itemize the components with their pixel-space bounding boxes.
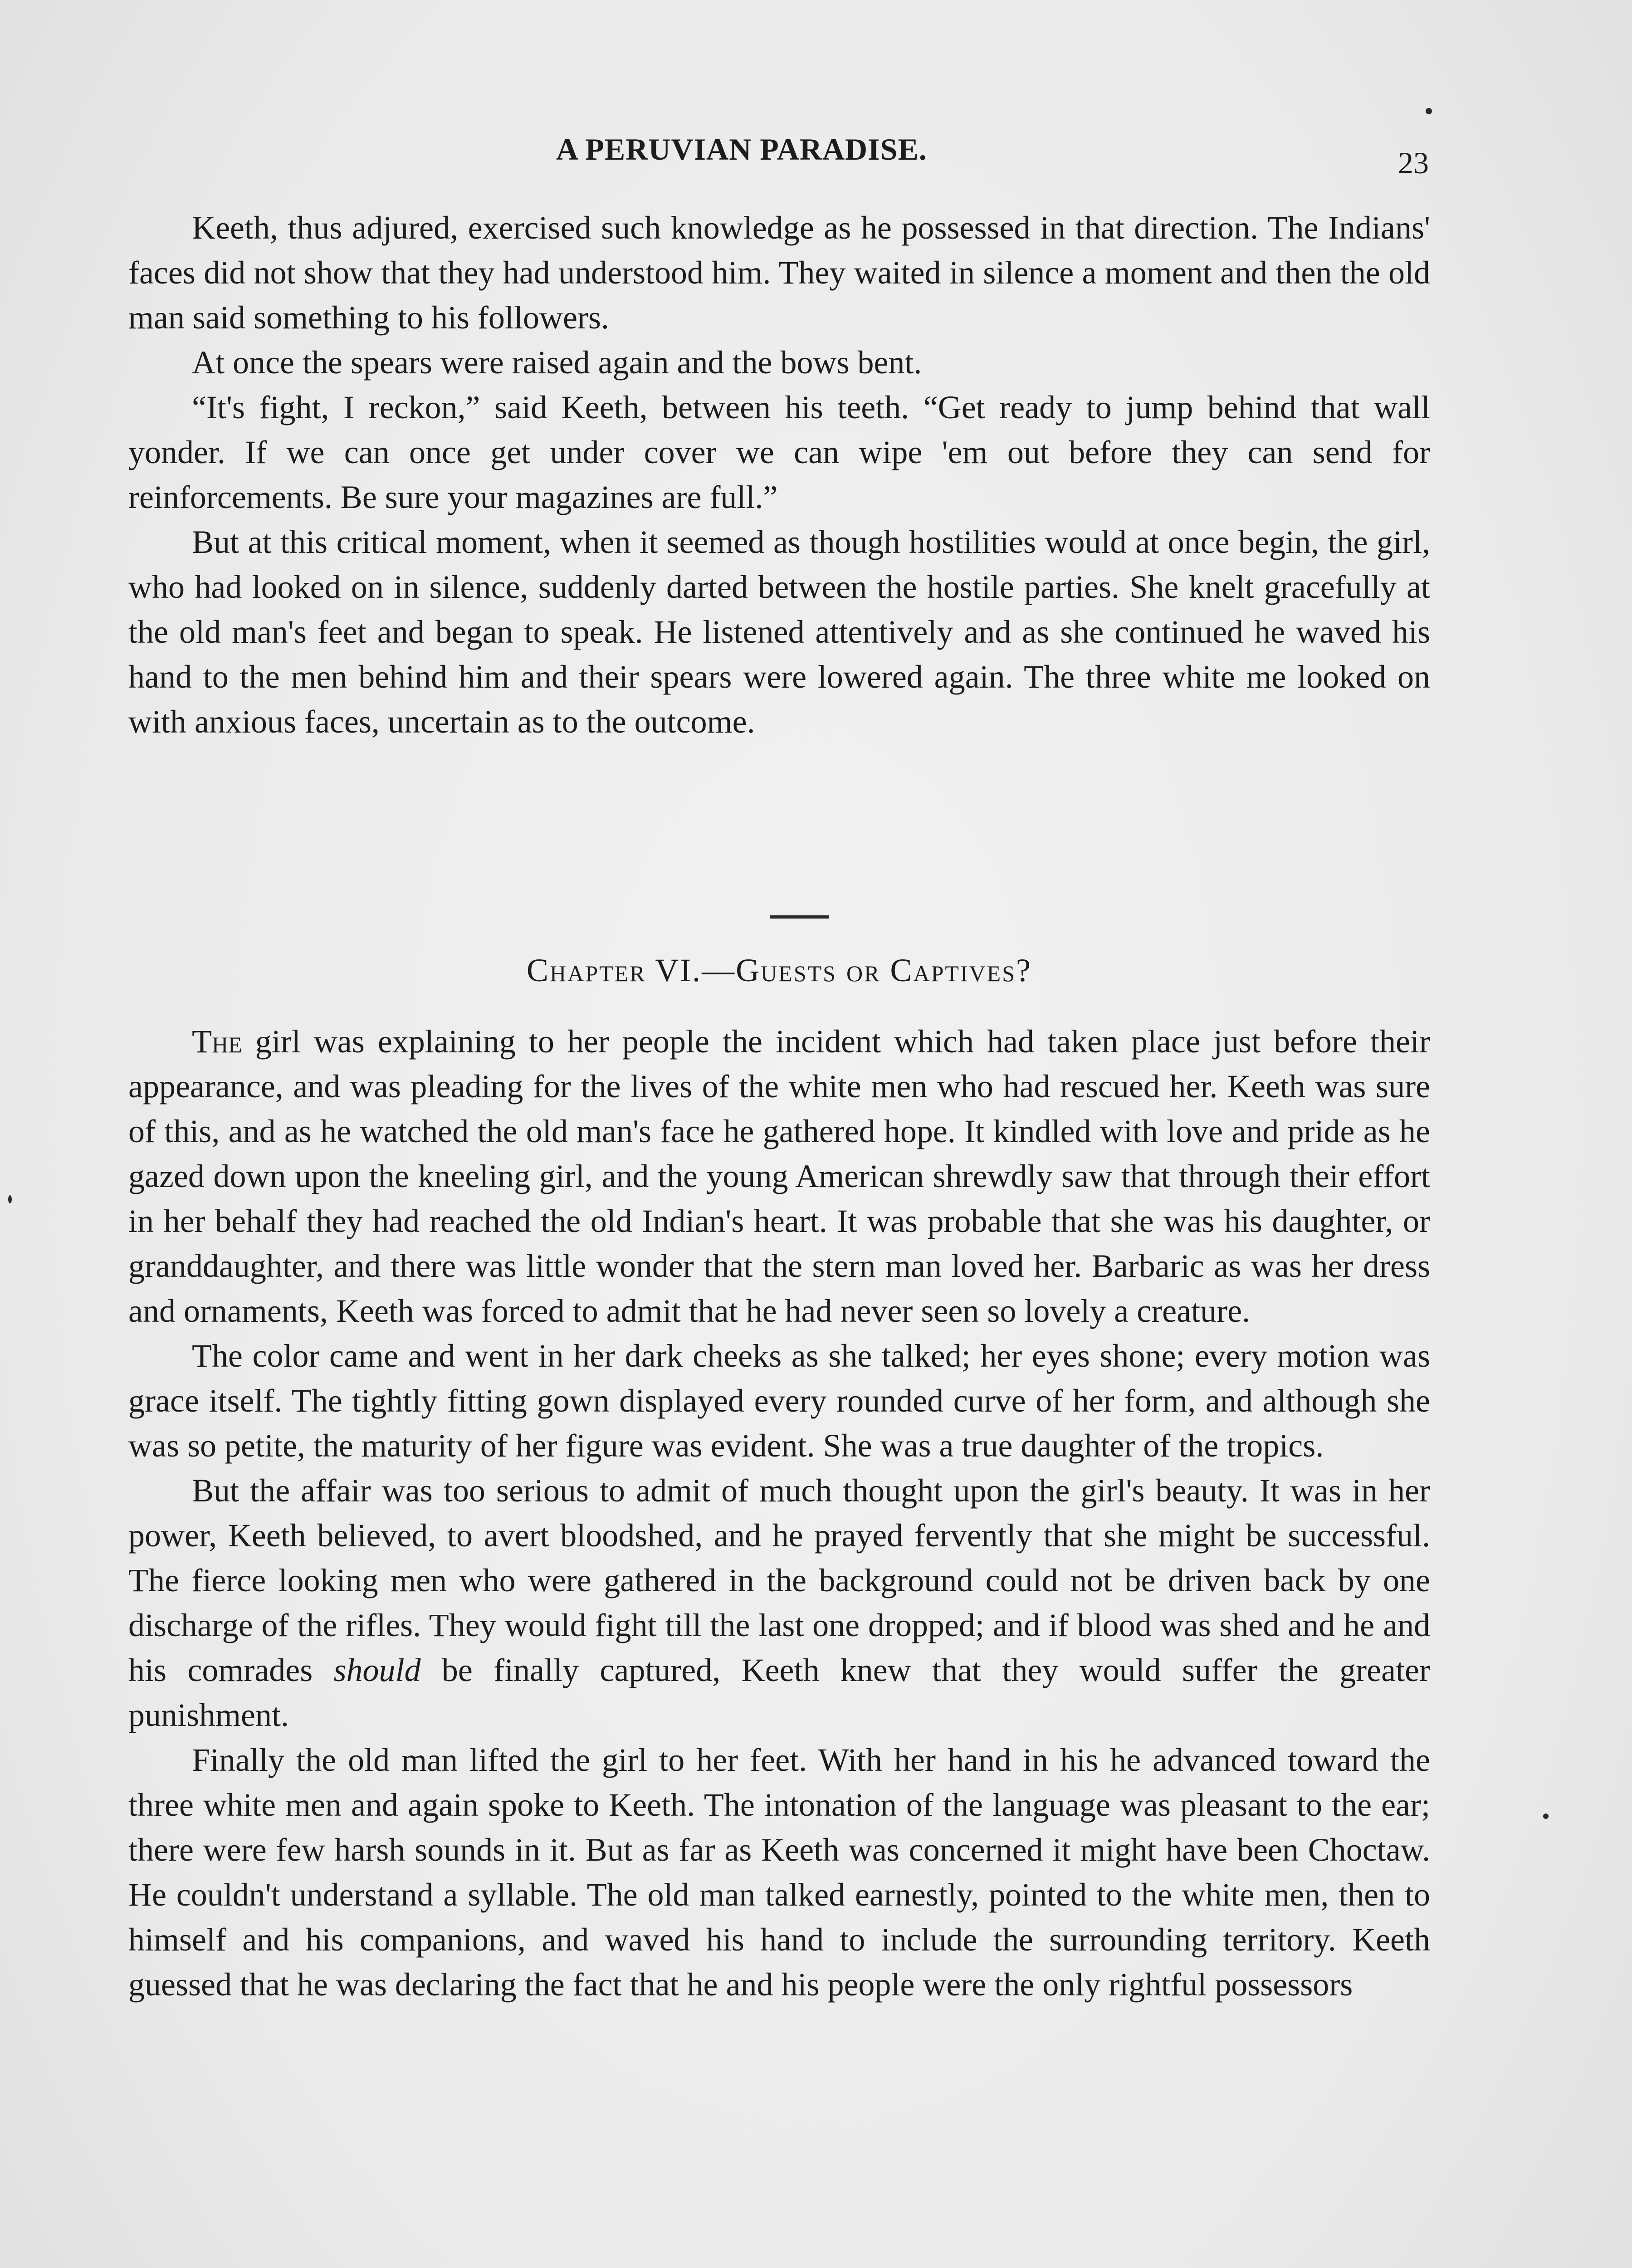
running-title: A PERUVIAN PARADISE. xyxy=(556,132,927,166)
paragraph: But at this critical moment, when it seemed as though hostilities would at once begin, the girl, who had looked on in silence, suddenly darted between the hostile parties. She knelt gracefully at the old man's feet and began to speak. He listened attentively and as she continued he waved his hand to the men behind him and their spears were lowered again. The three white me looked on with anxious faces, uncertain as to the outcome. xyxy=(128,524,1430,740)
body-text-top xyxy=(128,205,1430,744)
paragraph-text: be finally captured, Keeth knew that they would suffer the greater punishment. xyxy=(128,1652,1430,1733)
print-speck xyxy=(1543,1813,1549,1819)
paragraph xyxy=(128,1019,1430,1334)
paragraph: At once the spears were raised again and the bows bent. xyxy=(192,344,922,381)
paragraph: “It's fight, I reckon,” said Keeth, between his teeth. “Get ready to jump behind that wall yonder. If we can once get under cover we can wipe 'em out before they can send for reinforcements. Be sure your magazines are full.” xyxy=(128,389,1430,515)
emphasized-word: should xyxy=(333,1652,421,1688)
paragraph-first-word: The xyxy=(192,1023,242,1060)
paragraph: Keeth, thus adjured, exercised such knowledge as he possessed in that direction. The Indians' faces did not show that they had understood him. They waited in silence a moment and then the old man said something to his followers. xyxy=(128,210,1430,336)
paragraph-text: girl was explaining to her people the incident which had taken place just before their appearance, and was pleading for the lives of the white men who had rescued her. Keeth was sure of this, and as he watched the old man's face he gathered hope. It kindled with love and pride as he gazed down upon the kneeling girl, and the young American shrewdly saw that through their effort in her behalf they had reached the old Indian's heart. It was probable that she was his daughter, or granddaughter, and there was little wonder that the stern man loved her. Barbaric as was her dress and ornaments, Keeth was forced to admit that he had never seen so lovely a creature. xyxy=(128,1023,1430,1329)
paragraph: Finally the old man lifted the girl to her feet. With her hand in his he advanced toward the three white men and again spoke to Keeth. The intonation of the language was pleasant to the ear; there were few harsh sounds in it. But as far as Keeth was concerned it might have been Choctaw. He couldn't understand a syllable. The old man talked earnestly, pointed to the white men, then to himself and his companions, and waved his hand to include the surrounding territory. Keeth guessed that he was declaring the fact that he and his people were the only rightful possessors xyxy=(128,1742,1430,2003)
section-divider xyxy=(770,915,829,919)
paragraph: The color came and went in her dark cheeks as she talked; her eyes shone; every motion was grace itself. The tightly fitting gown displayed every rounded curve of her form, and although she was so petite, the maturity of her figure was evident. She was a true daughter of the tropics. xyxy=(128,1338,1430,1464)
paragraph xyxy=(128,1468,1430,1738)
page-number: 23 xyxy=(1398,146,1429,180)
body-text-bottom xyxy=(128,1019,1430,2007)
print-speck xyxy=(8,1195,12,1203)
print-speck xyxy=(1426,108,1432,114)
chapter-heading: Chapter VI.—Guests or Captives? xyxy=(527,952,1032,988)
paragraph-text: But the affair was too serious to admit of much thought upon the girl's beauty. It was in her power, Keeth believed, to avert bloodshed, and he prayed fervently that she might be successful. The fierce looking men who were gathered in the background could not be driven back by one discharge of the rifles. They would fight till the last one dropped; and if blood was shed and he and his comrades xyxy=(128,1472,1430,1688)
